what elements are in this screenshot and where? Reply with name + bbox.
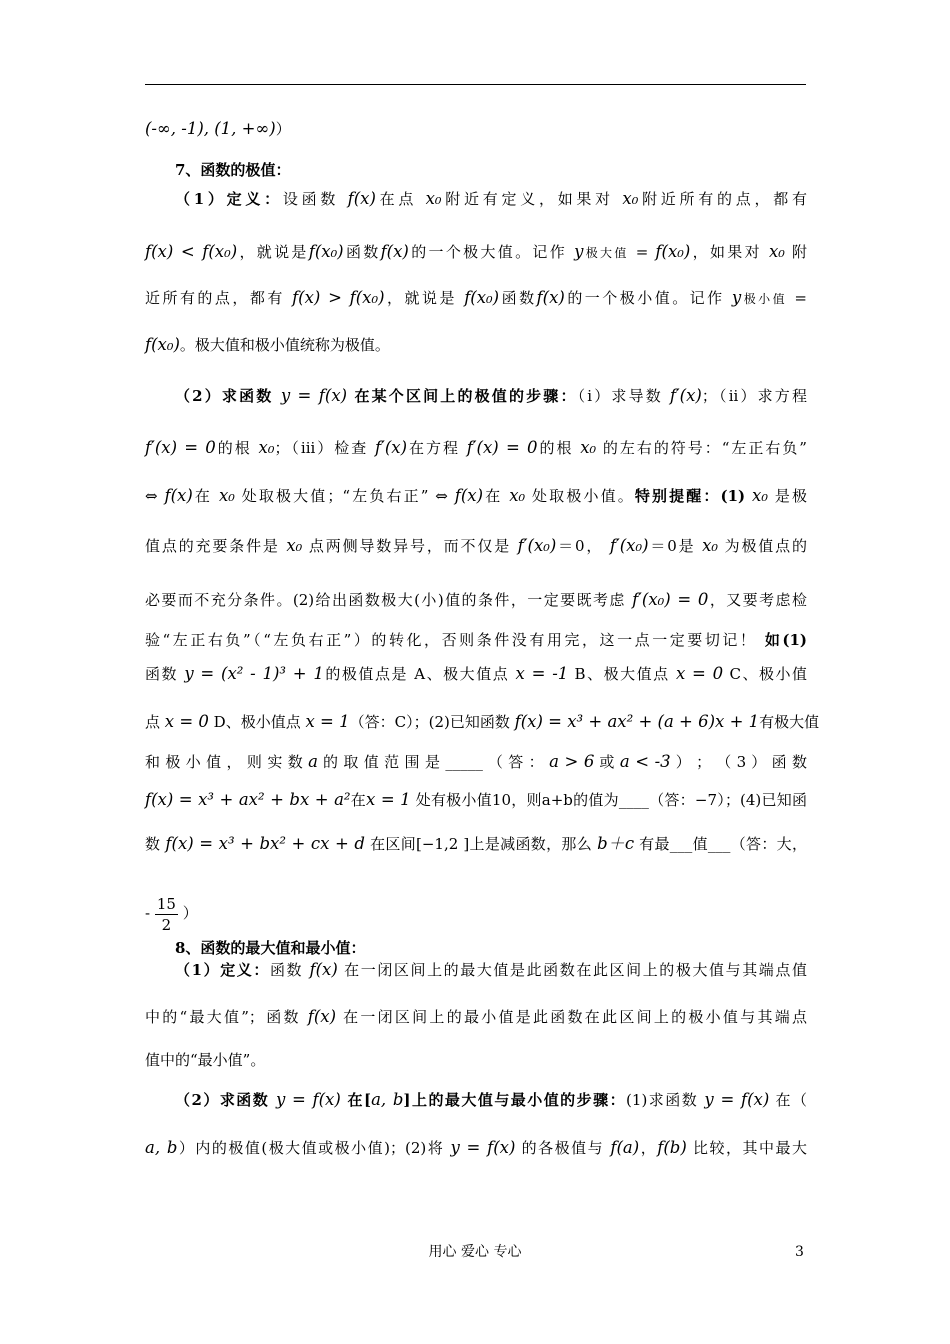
- text-run: ＝0，: [556, 537, 610, 555]
- text-run: 处有极小值10，则a+b的值为____（答：−7）；(4)已知函: [410, 791, 807, 809]
- math-expression: y: [731, 288, 742, 307]
- text-run: 在: [192, 487, 219, 505]
- text-line: [145, 376, 807, 416]
- text-run: 设函数: [282, 190, 348, 208]
- math-expression: a > 6: [549, 752, 595, 771]
- text-run: 的各极值与: [515, 1139, 611, 1157]
- math-expression: x₀: [509, 486, 526, 505]
- math-expression: f(x) = x³ + ax² + bx + a²: [145, 790, 351, 809]
- math-expression: x = 1: [305, 712, 350, 731]
- math-expression: f′(x): [374, 438, 408, 457]
- fraction: [155, 894, 178, 935]
- text-line: [145, 526, 807, 566]
- text-run: 点两侧导数异号，而不仅是: [302, 537, 518, 555]
- bold-text: 如(1): [764, 631, 807, 649]
- text-run: 的根: [537, 439, 581, 457]
- bold-text: （1）定义：: [175, 961, 270, 979]
- text-run: ）内的极值(极大值或极小值)；(2)将: [177, 1139, 451, 1157]
- text-run: 处取极小值。: [525, 487, 635, 505]
- math-expression: x₀: [768, 242, 785, 261]
- text-run: 处取极大值；“左负右正” ⇔: [234, 487, 455, 505]
- math-expression: f(x) > f(x₀): [292, 288, 385, 307]
- text-run: 近所有的点，都有: [145, 289, 293, 307]
- bold-text: 在[: [340, 1091, 372, 1109]
- fraction-sign: -: [145, 904, 151, 922]
- text-run: (1)求函数: [626, 1091, 705, 1109]
- text-run: 是极: [767, 487, 807, 505]
- text-line: [145, 580, 807, 620]
- text-run: 的极值点是 A、极大值点: [323, 665, 516, 683]
- text-run: ；（iii）检查: [274, 439, 375, 457]
- text-run: 在区间[−1,2 ]上是减函数，那么: [364, 835, 598, 853]
- math-expression: x₀: [622, 189, 639, 208]
- math-expression: x₀: [286, 536, 303, 555]
- text-run: 比较，其中最大: [686, 1139, 807, 1157]
- fraction-denominator: 2: [161, 915, 172, 934]
- math-expression: x₀: [752, 486, 768, 505]
- math-expression: a, b: [145, 1138, 178, 1157]
- text-run: 的左右的符号：“左正右负”: [596, 439, 807, 457]
- text-run: 验“左正右负”（“左负右正”）的转化，否则条件没有用完，这一点一定要切记！: [145, 631, 765, 649]
- text-line: [145, 428, 807, 468]
- math-expression: y = f(x): [704, 1090, 770, 1109]
- math-expression: y: [574, 242, 584, 261]
- bold-text: ]上的最大值与最小值的步骤：: [403, 1091, 627, 1109]
- text-line: [145, 476, 807, 516]
- bold-text: 在某个区间上的极值的步骤：: [347, 387, 578, 405]
- math-expression: f(x): [309, 960, 338, 979]
- text-run: ，就说是: [384, 289, 465, 307]
- text-run: 在: [483, 487, 510, 505]
- text-run: 附: [784, 243, 807, 261]
- text-run: 的一个极大值。记作: [408, 243, 575, 261]
- math-expression: x = 1: [366, 790, 411, 809]
- text-line: [145, 824, 807, 864]
- bold-text: （1）: [175, 190, 227, 208]
- text-run: 附近有定义，如果对: [441, 190, 623, 208]
- subscript-text: 极小值: [741, 292, 788, 306]
- text-line: [145, 1080, 807, 1120]
- math-expression: f(a): [610, 1138, 640, 1157]
- math-expression: f(x): [164, 486, 193, 505]
- text-run: 在（: [769, 1091, 807, 1109]
- text-run: 在方程: [407, 439, 467, 457]
- math-expression: x₀: [580, 438, 597, 457]
- text-run: 数: [145, 835, 166, 853]
- math-expression: f(x) < f(x₀): [145, 242, 238, 261]
- math-expression: x₀: [425, 189, 442, 208]
- text-line: [145, 780, 807, 820]
- text-run: 点: [145, 713, 165, 731]
- math-expression: (-∞, -1), (1, +∞): [145, 119, 276, 138]
- text-run: 在: [350, 791, 367, 809]
- text-run: ）: [275, 120, 291, 138]
- math-expression: a, b: [371, 1090, 404, 1109]
- text-line: [145, 278, 807, 318]
- math-expression: y = f(x): [275, 1090, 341, 1109]
- text-run: 中的“最大值”；函数: [145, 1008, 308, 1026]
- text-line: [145, 232, 807, 272]
- math-expression: f′(x) = 0: [466, 438, 538, 457]
- text-run: （答：C）；(2)已知函数: [349, 713, 515, 731]
- math-expression: f′(x₀): [517, 536, 557, 555]
- math-expression: f(x): [454, 486, 484, 505]
- text-run: ） ； （ 3 ） 函 数: [670, 753, 807, 771]
- text-run: ，又要考虑检: [708, 591, 807, 609]
- text-line: [145, 742, 807, 782]
- math-expression: a: [308, 752, 318, 771]
- math-expression: y = (x² - 1)³ + 1: [184, 664, 324, 683]
- math-expression: f′(x₀) = 0: [632, 590, 709, 609]
- text-run: 有极大值: [759, 713, 820, 731]
- math-expression: f(x) = x³ + bx² + cx + d: [165, 834, 365, 853]
- text-line: [145, 997, 807, 1037]
- header-rule: [145, 84, 806, 85]
- math-expression: x = -1: [515, 664, 569, 683]
- math-expression: x₀: [218, 486, 235, 505]
- text-line: [145, 950, 807, 990]
- page-number: 3: [795, 1244, 804, 1260]
- text-line: [145, 1040, 807, 1080]
- page-footer: 用心 爱心 专心: [428, 1244, 522, 1260]
- text-run: ＝0是: [648, 537, 703, 555]
- text-run: ，: [639, 1139, 658, 1157]
- text-run: D、极小值点: [208, 713, 306, 731]
- text-run: 为极值点的: [718, 537, 807, 555]
- math-expression: x₀: [258, 438, 275, 457]
- text-line: [145, 654, 807, 694]
- text-line: [145, 179, 807, 219]
- fraction-tail: ）: [182, 904, 198, 922]
- text-run: B、极大值点: [568, 665, 676, 683]
- math-expression: f(x₀): [145, 335, 180, 354]
- text-run: 必要而不充分条件。(2)给出函数极大(小)值的条件，一定要既考虑: [145, 591, 633, 609]
- text-run: C、极小值: [723, 665, 807, 683]
- text-run: =: [628, 243, 656, 261]
- text-run: 在点: [375, 190, 426, 208]
- text-run: （i）求导数: [577, 387, 670, 405]
- math-expression: x = 0: [164, 712, 209, 731]
- subscript-text: 极大值: [583, 246, 629, 260]
- text-run: ，如果对: [690, 243, 769, 261]
- text-run: 在一闭区间上的最小值是此函数在此区间上的极小值与其端点: [336, 1008, 807, 1026]
- text-run: 有最___值___（答：大，: [634, 835, 807, 853]
- text-run: ⇔: [145, 487, 165, 505]
- text-line: [145, 109, 807, 149]
- text-run: 在一闭区间上的最大值是此函数在此区间上的极大值与其端点值: [337, 961, 807, 979]
- math-expression: f(x): [380, 242, 409, 261]
- text-run: ；（ii）求方程: [701, 387, 807, 405]
- text-run: =: [787, 289, 807, 307]
- math-expression: x₀: [702, 536, 718, 555]
- math-expression: f′(x): [669, 386, 702, 405]
- text-run: 7、函数的极值：: [175, 161, 291, 179]
- text-run: 的一个极小值。记作: [564, 289, 732, 307]
- math-expression: y = f(x): [450, 1138, 516, 1157]
- text-run: ，就说是: [237, 243, 309, 261]
- text-line: [145, 325, 807, 365]
- math-expression: y = f(x): [280, 386, 348, 405]
- text-run: [745, 487, 752, 505]
- math-expression: f(x): [307, 1007, 337, 1026]
- bold-text: （2）求函数: [175, 1091, 276, 1109]
- text-run: 值点的充要条件是: [145, 537, 287, 555]
- text-run: 的 取 值 范 围 是 _____ （ 答 ：: [317, 753, 550, 771]
- math-expression: a < -3: [619, 752, 671, 771]
- math-expression: f(x): [536, 288, 565, 307]
- text-run: 。极大值和极小值统称为极值。: [179, 336, 390, 354]
- text-run: 附近所有的点，都有: [638, 190, 807, 208]
- math-expression: f′(x₀): [609, 536, 649, 555]
- text-run: 8、函数的最大值和最小值：: [175, 939, 366, 957]
- math-expression: f(x₀): [308, 242, 344, 261]
- text-line: [145, 702, 820, 742]
- answer-fraction-line: [145, 893, 807, 933]
- math-expression: x = 0: [675, 664, 724, 683]
- math-expression: f(x₀): [464, 288, 500, 307]
- bold-text: 定义：: [226, 190, 283, 208]
- text-run: 函数: [343, 243, 381, 261]
- text-run: 的根: [215, 439, 259, 457]
- math-expression: b＋c: [597, 834, 635, 853]
- text-line: [145, 1128, 807, 1168]
- text-run: 函数: [499, 289, 537, 307]
- text-run: 值中的“最小值”。: [145, 1051, 266, 1069]
- math-expression: f(x): [347, 189, 376, 208]
- text-run: 函数: [145, 665, 185, 683]
- math-expression: f′(x) = 0: [145, 438, 216, 457]
- text-run: 或: [594, 753, 620, 771]
- math-expression: f(b): [657, 1138, 687, 1157]
- math-expression: f(x) = x³ + ax² + (a + 6)x + 1: [514, 712, 760, 731]
- text-run: 和 极 小 值 ， 则 实 数: [145, 753, 309, 771]
- fraction-numerator: 15: [156, 894, 176, 913]
- math-expression: f(x₀): [655, 242, 691, 261]
- bold-text: （2）求函数: [175, 387, 281, 405]
- text-run: 函数: [269, 961, 310, 979]
- bold-text: 特别提醒：(1): [634, 487, 746, 505]
